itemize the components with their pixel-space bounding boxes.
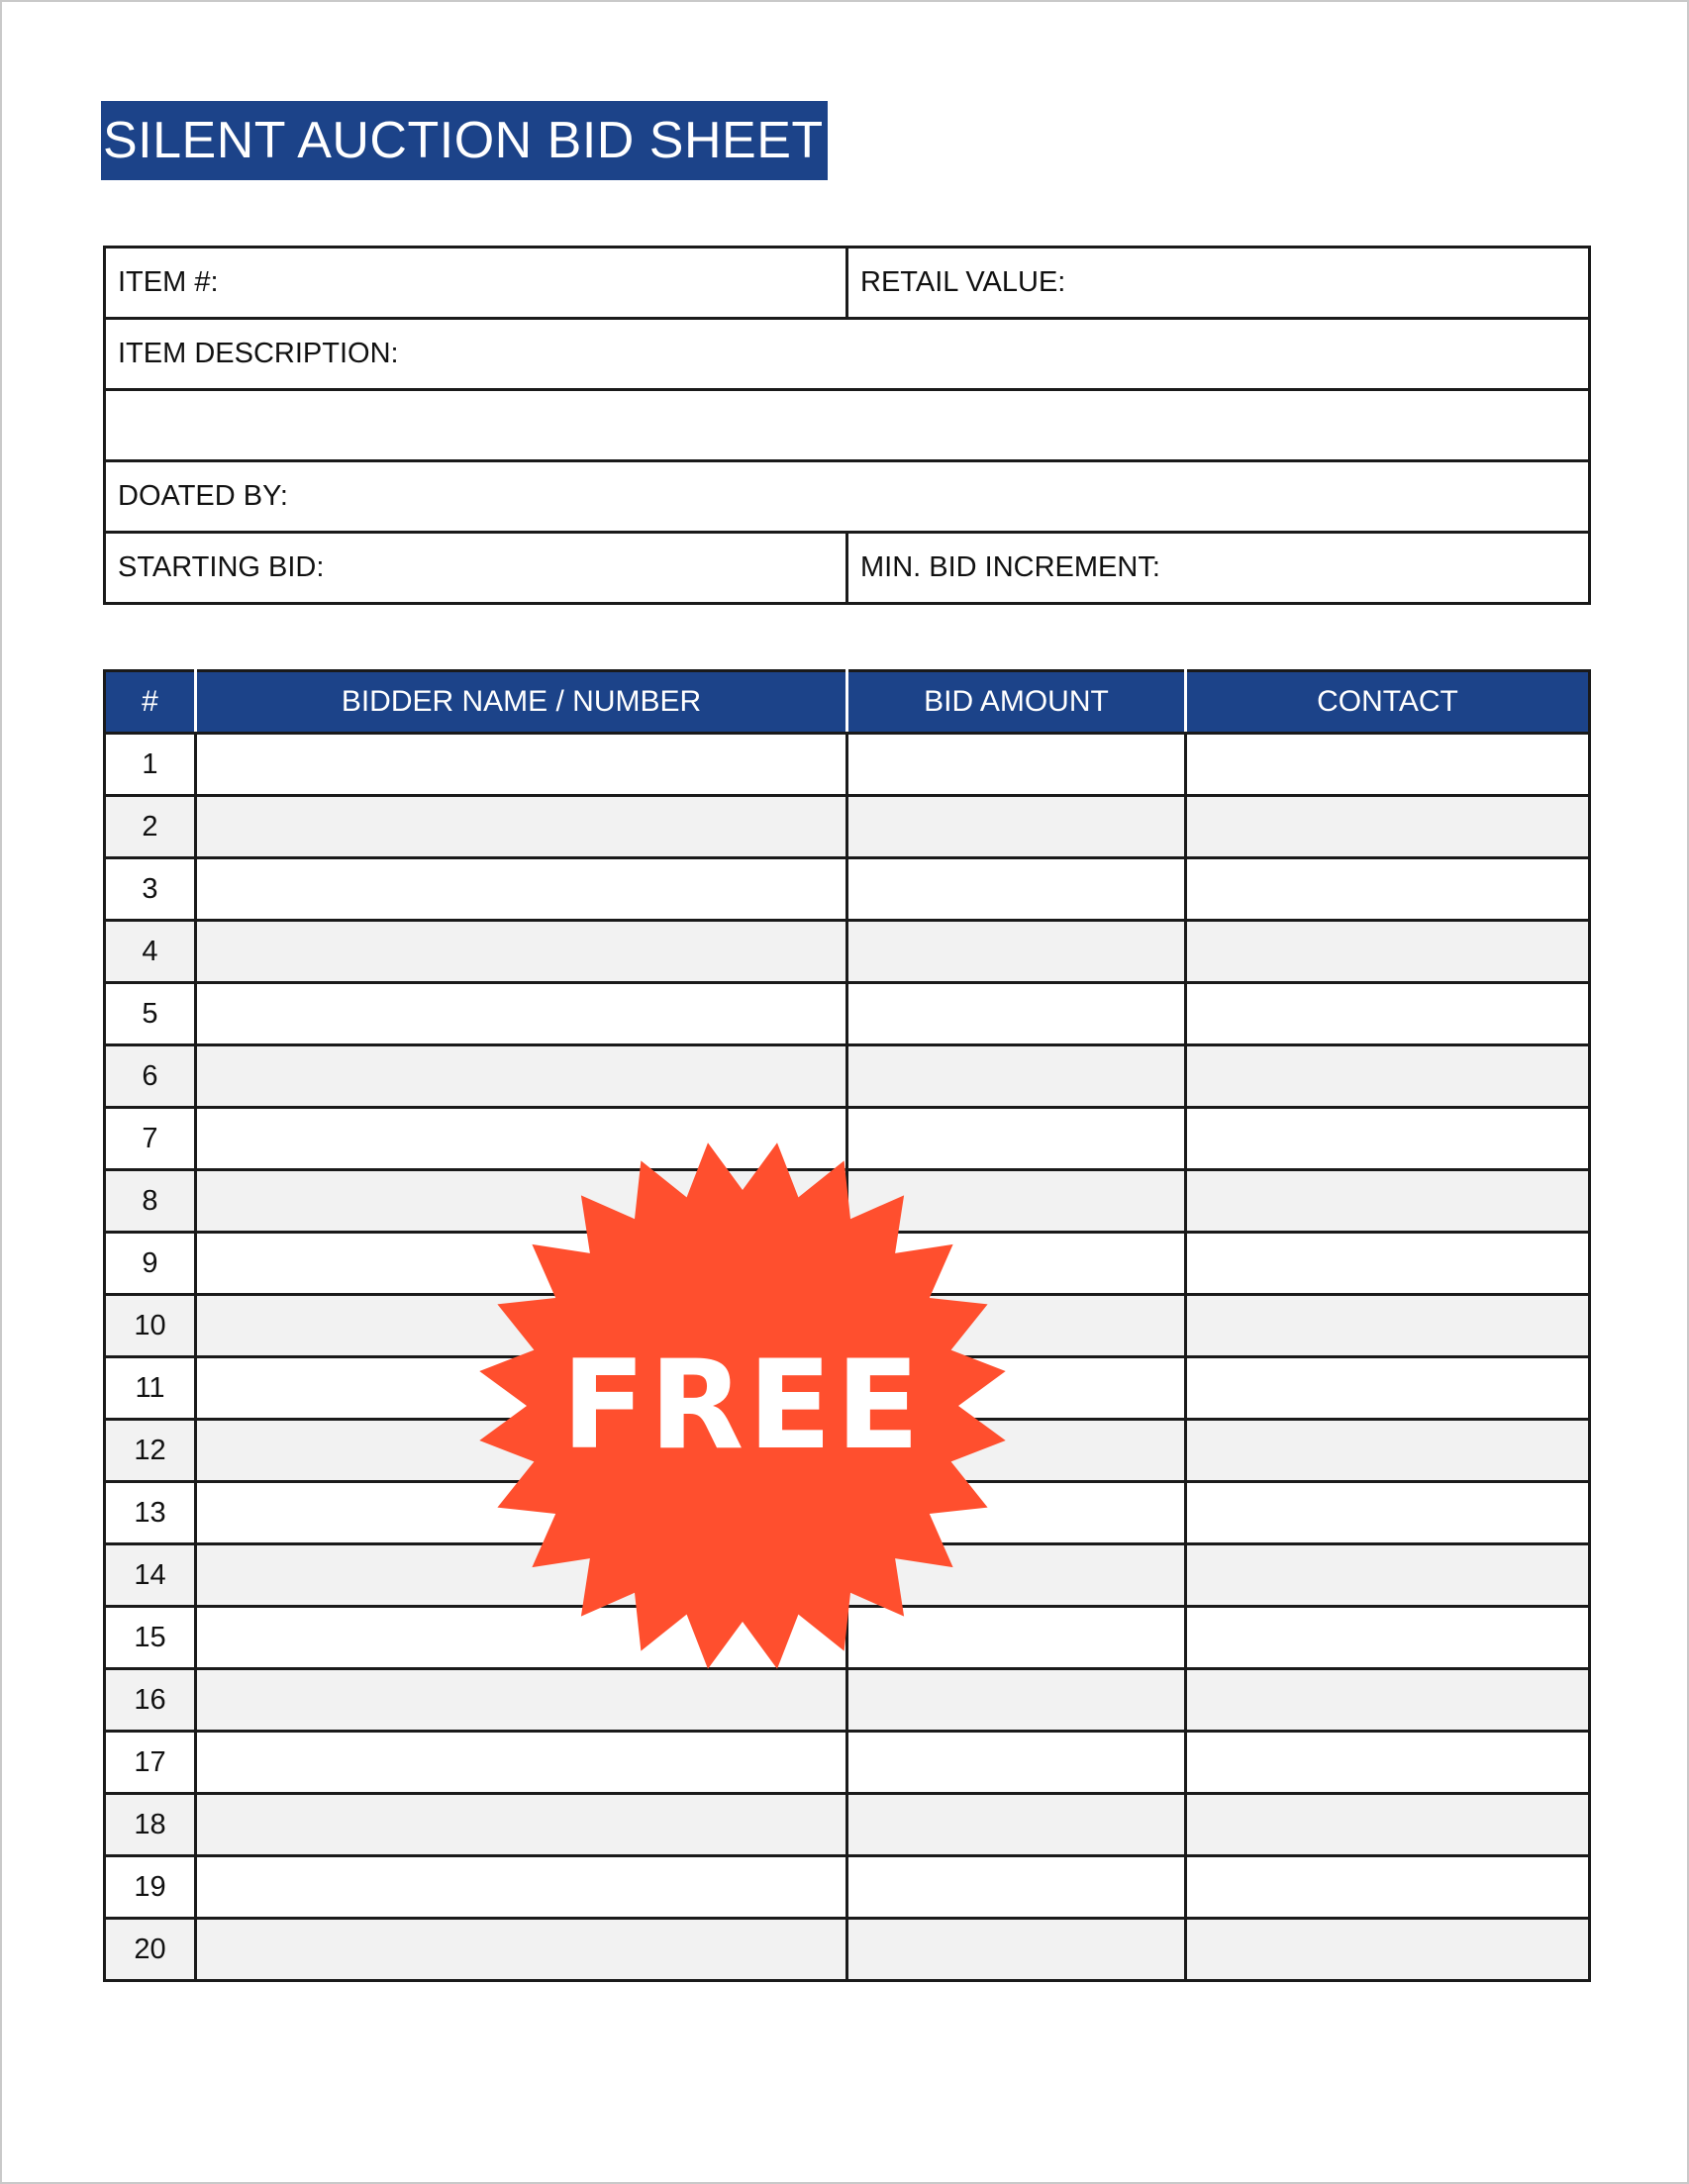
header-number: # xyxy=(105,671,196,734)
row-number-cell: 14 xyxy=(105,1544,196,1607)
item-description-field[interactable]: ITEM DESCRIPTION: xyxy=(105,319,1590,390)
row-number-cell: 9 xyxy=(105,1233,196,1295)
info-row-description-label xyxy=(105,319,1590,390)
info-row-description-value xyxy=(105,390,1590,461)
info-row-item xyxy=(105,248,1590,319)
contact-cell[interactable] xyxy=(1186,1357,1590,1420)
bid-row xyxy=(105,1856,1590,1919)
contact-cell[interactable] xyxy=(1186,1732,1590,1794)
contact-cell[interactable] xyxy=(1186,1233,1590,1295)
bid-row xyxy=(105,1919,1590,1981)
bid-row xyxy=(105,796,1590,858)
row-number-cell: 8 xyxy=(105,1170,196,1233)
row-number-cell: 11 xyxy=(105,1357,196,1420)
bid-amount-cell[interactable] xyxy=(847,858,1186,921)
row-number-cell: 5 xyxy=(105,983,196,1045)
info-row-bid xyxy=(105,533,1590,604)
sheet-title: SILENT AUCTION BID SHEET xyxy=(101,101,828,180)
row-number-cell: 16 xyxy=(105,1669,196,1732)
free-stamp xyxy=(475,1139,1010,1673)
bid-amount-cell[interactable] xyxy=(847,1794,1186,1856)
item-info-table xyxy=(103,246,1591,605)
contact-cell[interactable] xyxy=(1186,734,1590,796)
bidder-name-cell[interactable] xyxy=(196,983,847,1045)
contact-cell[interactable] xyxy=(1186,1170,1590,1233)
contact-cell[interactable] xyxy=(1186,1607,1590,1669)
bidder-name-cell[interactable] xyxy=(196,796,847,858)
bid-row xyxy=(105,1794,1590,1856)
contact-cell[interactable] xyxy=(1186,1919,1590,1981)
starting-bid-field[interactable]: STARTING BID: xyxy=(105,533,847,604)
bid-row xyxy=(105,1669,1590,1732)
contact-cell[interactable] xyxy=(1186,1045,1590,1108)
contact-cell[interactable] xyxy=(1186,1794,1590,1856)
min-bid-increment-field[interactable]: MIN. BID INCREMENT: xyxy=(847,533,1590,604)
header-bid-amount: BID AMOUNT xyxy=(847,671,1186,734)
bidder-name-cell[interactable] xyxy=(196,858,847,921)
contact-cell[interactable] xyxy=(1186,1420,1590,1482)
contact-cell[interactable] xyxy=(1186,921,1590,983)
donated-by-field[interactable]: DOATED BY: xyxy=(105,461,1590,533)
row-number-cell: 17 xyxy=(105,1732,196,1794)
contact-cell[interactable] xyxy=(1186,858,1590,921)
row-number-cell: 2 xyxy=(105,796,196,858)
bid-row xyxy=(105,1045,1590,1108)
bid-row xyxy=(105,734,1590,796)
bid-row xyxy=(105,1732,1590,1794)
row-number-cell: 3 xyxy=(105,858,196,921)
contact-cell[interactable] xyxy=(1186,1856,1590,1919)
bid-row xyxy=(105,983,1590,1045)
bid-amount-cell[interactable] xyxy=(847,1669,1186,1732)
contact-cell[interactable] xyxy=(1186,1544,1590,1607)
item-number-field[interactable]: ITEM #: xyxy=(105,248,847,319)
bid-row xyxy=(105,921,1590,983)
contact-cell[interactable] xyxy=(1186,796,1590,858)
bid-amount-cell[interactable] xyxy=(847,1856,1186,1919)
row-number-cell: 6 xyxy=(105,1045,196,1108)
row-number-cell: 12 xyxy=(105,1420,196,1482)
bid-table-header xyxy=(105,671,1590,734)
stamp-text: FREE xyxy=(561,1335,924,1477)
bidder-name-cell[interactable] xyxy=(196,1732,847,1794)
contact-cell[interactable] xyxy=(1186,1669,1590,1732)
row-number-cell: 7 xyxy=(105,1108,196,1170)
bid-amount-cell[interactable] xyxy=(847,1919,1186,1981)
contact-cell[interactable] xyxy=(1186,1482,1590,1544)
row-number-cell: 10 xyxy=(105,1295,196,1357)
bid-amount-cell[interactable] xyxy=(847,734,1186,796)
contact-cell[interactable] xyxy=(1186,1295,1590,1357)
header-contact: CONTACT xyxy=(1186,671,1590,734)
bid-row xyxy=(105,858,1590,921)
bid-amount-cell[interactable] xyxy=(847,921,1186,983)
row-number-cell: 19 xyxy=(105,1856,196,1919)
row-number-cell: 1 xyxy=(105,734,196,796)
contact-cell[interactable] xyxy=(1186,983,1590,1045)
bid-amount-cell[interactable] xyxy=(847,1045,1186,1108)
bid-amount-cell[interactable] xyxy=(847,796,1186,858)
info-row-donated xyxy=(105,461,1590,533)
header-bidder-name: BIDDER NAME / NUMBER xyxy=(196,671,847,734)
bidder-name-cell[interactable] xyxy=(196,1045,847,1108)
bidder-name-cell[interactable] xyxy=(196,1669,847,1732)
row-number-cell: 18 xyxy=(105,1794,196,1856)
row-number-cell: 4 xyxy=(105,921,196,983)
bidder-name-cell[interactable] xyxy=(196,1919,847,1981)
bid-amount-cell[interactable] xyxy=(847,1732,1186,1794)
row-number-cell: 15 xyxy=(105,1607,196,1669)
bidder-name-cell[interactable] xyxy=(196,1856,847,1919)
row-number-cell: 20 xyxy=(105,1919,196,1981)
bidder-name-cell[interactable] xyxy=(196,921,847,983)
contact-cell[interactable] xyxy=(1186,1108,1590,1170)
row-number-cell: 13 xyxy=(105,1482,196,1544)
bidder-name-cell[interactable] xyxy=(196,734,847,796)
retail-value-field[interactable]: RETAIL VALUE: xyxy=(847,248,1590,319)
item-description-value[interactable] xyxy=(105,390,1590,461)
bid-amount-cell[interactable] xyxy=(847,983,1186,1045)
bidder-name-cell[interactable] xyxy=(196,1794,847,1856)
